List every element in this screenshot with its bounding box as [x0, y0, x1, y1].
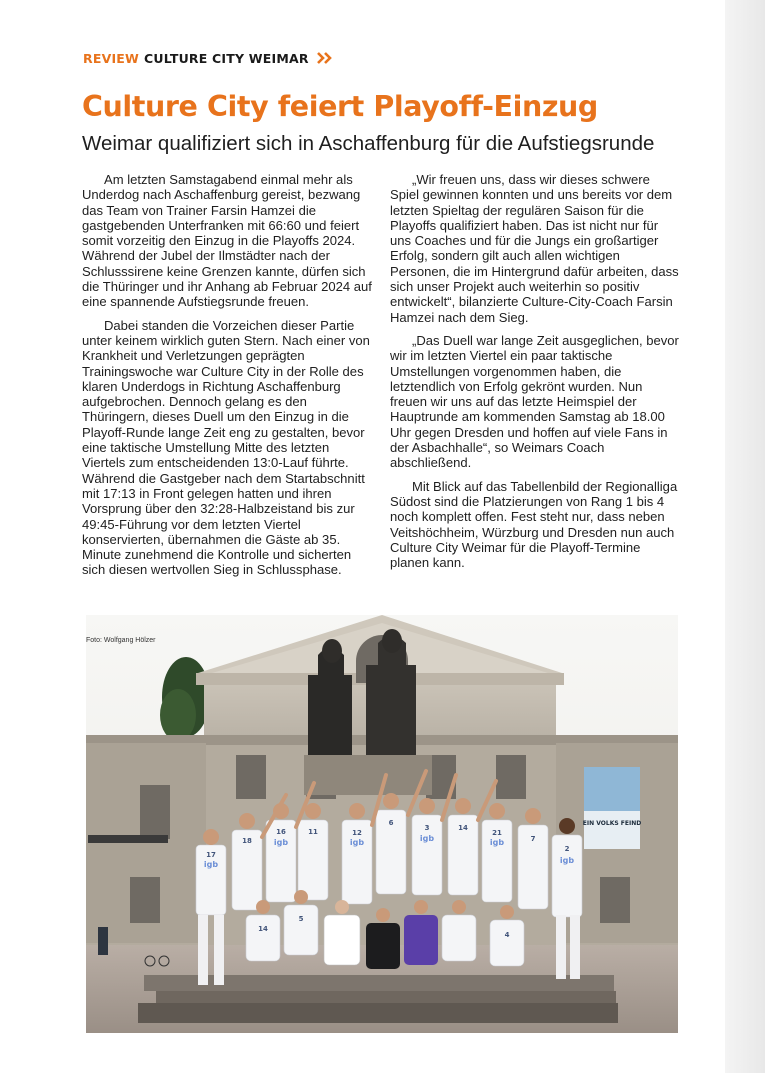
jersey-logo: igb: [349, 838, 365, 847]
jersey-number: 14: [258, 925, 268, 933]
article-paragraph: Am letzten Samstagabend einmal mehr als Underdog nach Aschaffenburg gereist, bezwang das Team von Trainer Farsin Hamzei die gastgebenden Unterfranken mit 66:60 und feiert somit vorzeitig den Einzug in die Playoffs 2024. Während der Jubel der Ilmstädter nach der Schlusssirene keine Grenzen kannte, dürfen sich die Thüringer und ihr Anhang ab Februar 2024 auf eine spannende Aufstiegsrunde freuen.: [82, 172, 372, 310]
article-paragraph: Mit Blick auf das Tabellenbild der Regionalliga Südost sind die Platzierungen von Rang 1 bis 4 noch komplett offen. Fest steht nur, dass neben Veitshöchheim, Würzburg und Dresden nun auch Culture City Weimar für die Playoff-Termine planen kann.: [390, 478, 678, 571]
jersey-number: 12: [352, 829, 362, 837]
kicker-review: REVIEW: [83, 50, 140, 66]
jersey-number: 11: [308, 828, 318, 836]
jersey-number: 5: [298, 915, 304, 923]
jersey-number: 18: [242, 837, 252, 845]
kicker-section-name: CULTURE CITY WEIMAR: [144, 50, 309, 66]
jersey-number: 21: [492, 829, 502, 837]
jersey-logo: igb: [489, 838, 505, 847]
jersey-number: 17: [206, 851, 216, 859]
jersey-logo: igb: [203, 860, 219, 869]
article-paragraph: „Wir freuen uns, dass wir dieses schwere Spiel gewinnen konnten und uns bereits vor dem letzten Spieltag der regulären Saison für die Playoffs qualifiziert haben. Das ist nicht nur für uns Coaches und für die Jungs ein großartiger Erfolg, sondern gilt auch allen wichtigen Personen, die im Hintergrund dafür arbeiten, dass sich unser Projekt auch weiterhin so positiv entwickelt“, bilanzierte Culture-City-Coach Farsin Hamzei nach dem Sieg.: [390, 172, 679, 325]
team-photo: [86, 615, 678, 1033]
banner-text: EIN VOLKS FEIND: [582, 820, 642, 827]
jersey-number: 7: [530, 835, 536, 843]
jersey-logo: igb: [559, 856, 575, 865]
jersey-number: 16: [276, 828, 286, 836]
jersey-logo: igb: [273, 838, 289, 847]
article-paragraph: „Das Duell war lange Zeit ausgeglichen, bevor wir im letzten Viertel ein paar taktische Umstellungen vorgenommen haben, die letztendlich von Erfolg gekrönt wurden. Nun freuen wir uns auf das letzte Heimspiel der Hauptrunde am kommenden Samstag ab 18.00 Uhr gegen Dresden und hoffen auf viele Fans in der Asbachhalle“, so Weimars Coach abschließend.: [390, 332, 679, 471]
subheadline: Weimar qualifiziert sich in Aschaffenburg für die Aufstiegsrunde: [82, 132, 655, 155]
jersey-number: 3: [424, 824, 430, 832]
jersey-number: 14: [458, 824, 468, 832]
article-column-right: [390, 172, 682, 578]
section-kicker: [83, 50, 333, 66]
article-paragraph: Dabei standen die Vorzeichen dieser Partie unter keinem wirklich guten Stern. Nach einer von Krankheit und Verletzungen geprägten Trainingswoche war Culture City in der Rolle des klaren Underdogs in Richtung Aschaffenburg aufgebrochen. Dennoch gelang es den Thüringern, dieses Duell um den Einzug in die Playoff-Runde lange Zeit eng zu gestalten, bevor eine taktische Umstellung Mitte des letzten Viertels zum entscheidenden 13:0-Lauf führte. Während die Gastgeber nach dem Startabschnitt mit 17:13 in Front gelegen hatten und ihren Vorsprung über den 32:28-Halbzeistand bis zur 49:45-Führung vor dem letzten Viertel konservierten, übernahmen die Gäste ab 35. Minute zunehmend die Kontrolle und sicherten sich diesen wertvollen Sieg in Schlussphase.: [82, 317, 370, 578]
jersey-number: 6: [388, 819, 394, 827]
double-chevron-right-icon: [317, 52, 333, 64]
jersey-number: 2: [564, 845, 570, 853]
headline: Culture City feiert Playoff-Einzug: [82, 90, 598, 123]
photo-credit: Foto: Wolfgang Hölzer: [86, 637, 156, 644]
jersey-logo: igb: [419, 834, 435, 843]
article-column-left: [82, 172, 374, 586]
jersey-number: 4: [504, 931, 510, 939]
page-edge-shadow: [725, 0, 765, 1073]
